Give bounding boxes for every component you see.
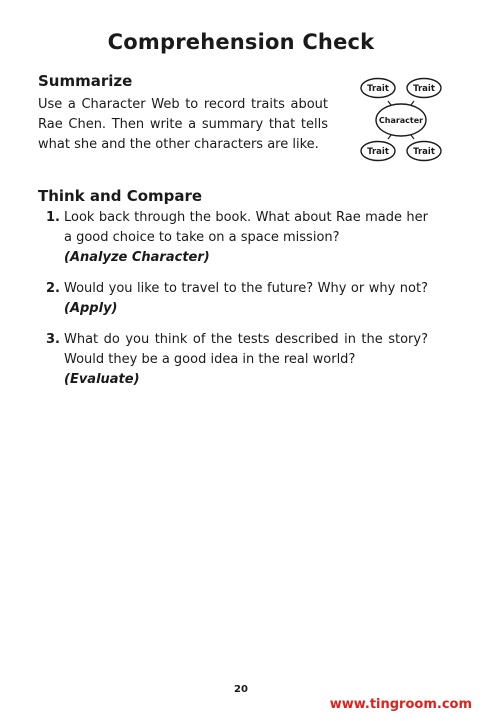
- question-skill: (Analyze Character): [64, 250, 210, 265]
- trait-label: Trait: [413, 147, 435, 157]
- question-number: 3.: [46, 332, 60, 347]
- page-title: Comprehension Check: [107, 30, 375, 54]
- trait-label: Trait: [367, 147, 389, 157]
- question-item: [38, 208, 428, 268]
- question-text: Look back through the book. What about Rae made her a good choice to take on a space mission?: [64, 210, 428, 245]
- page-number: 20: [234, 684, 248, 695]
- summarize-instructions: Use a Character Web to record traits about Rae Chen. Then write a summary that tells what she and the other characters are like.: [38, 97, 328, 152]
- question-skill: (Evaluate): [64, 372, 140, 387]
- think-and-compare-heading: Think and Compare: [38, 187, 203, 205]
- question-number: 1.: [46, 210, 60, 225]
- summarize-heading: Summarize: [38, 72, 133, 90]
- question-list: [38, 208, 428, 401]
- question-item: [38, 279, 428, 319]
- question-item: [38, 330, 428, 390]
- trait-label: Trait: [367, 84, 389, 94]
- character-label: Character: [378, 116, 424, 125]
- trait-label: Trait: [413, 84, 435, 94]
- question-skill: (Apply): [64, 301, 118, 316]
- question-number: 2.: [46, 281, 60, 296]
- watermark-link: www.tingroom.com: [329, 697, 472, 712]
- question-text: What do you think of the tests described in the story? Would they be a good idea in the real world?: [64, 332, 428, 367]
- character-web-diagram: [358, 76, 444, 164]
- question-text: Would you like to travel to the future? Why or why not?: [64, 281, 428, 296]
